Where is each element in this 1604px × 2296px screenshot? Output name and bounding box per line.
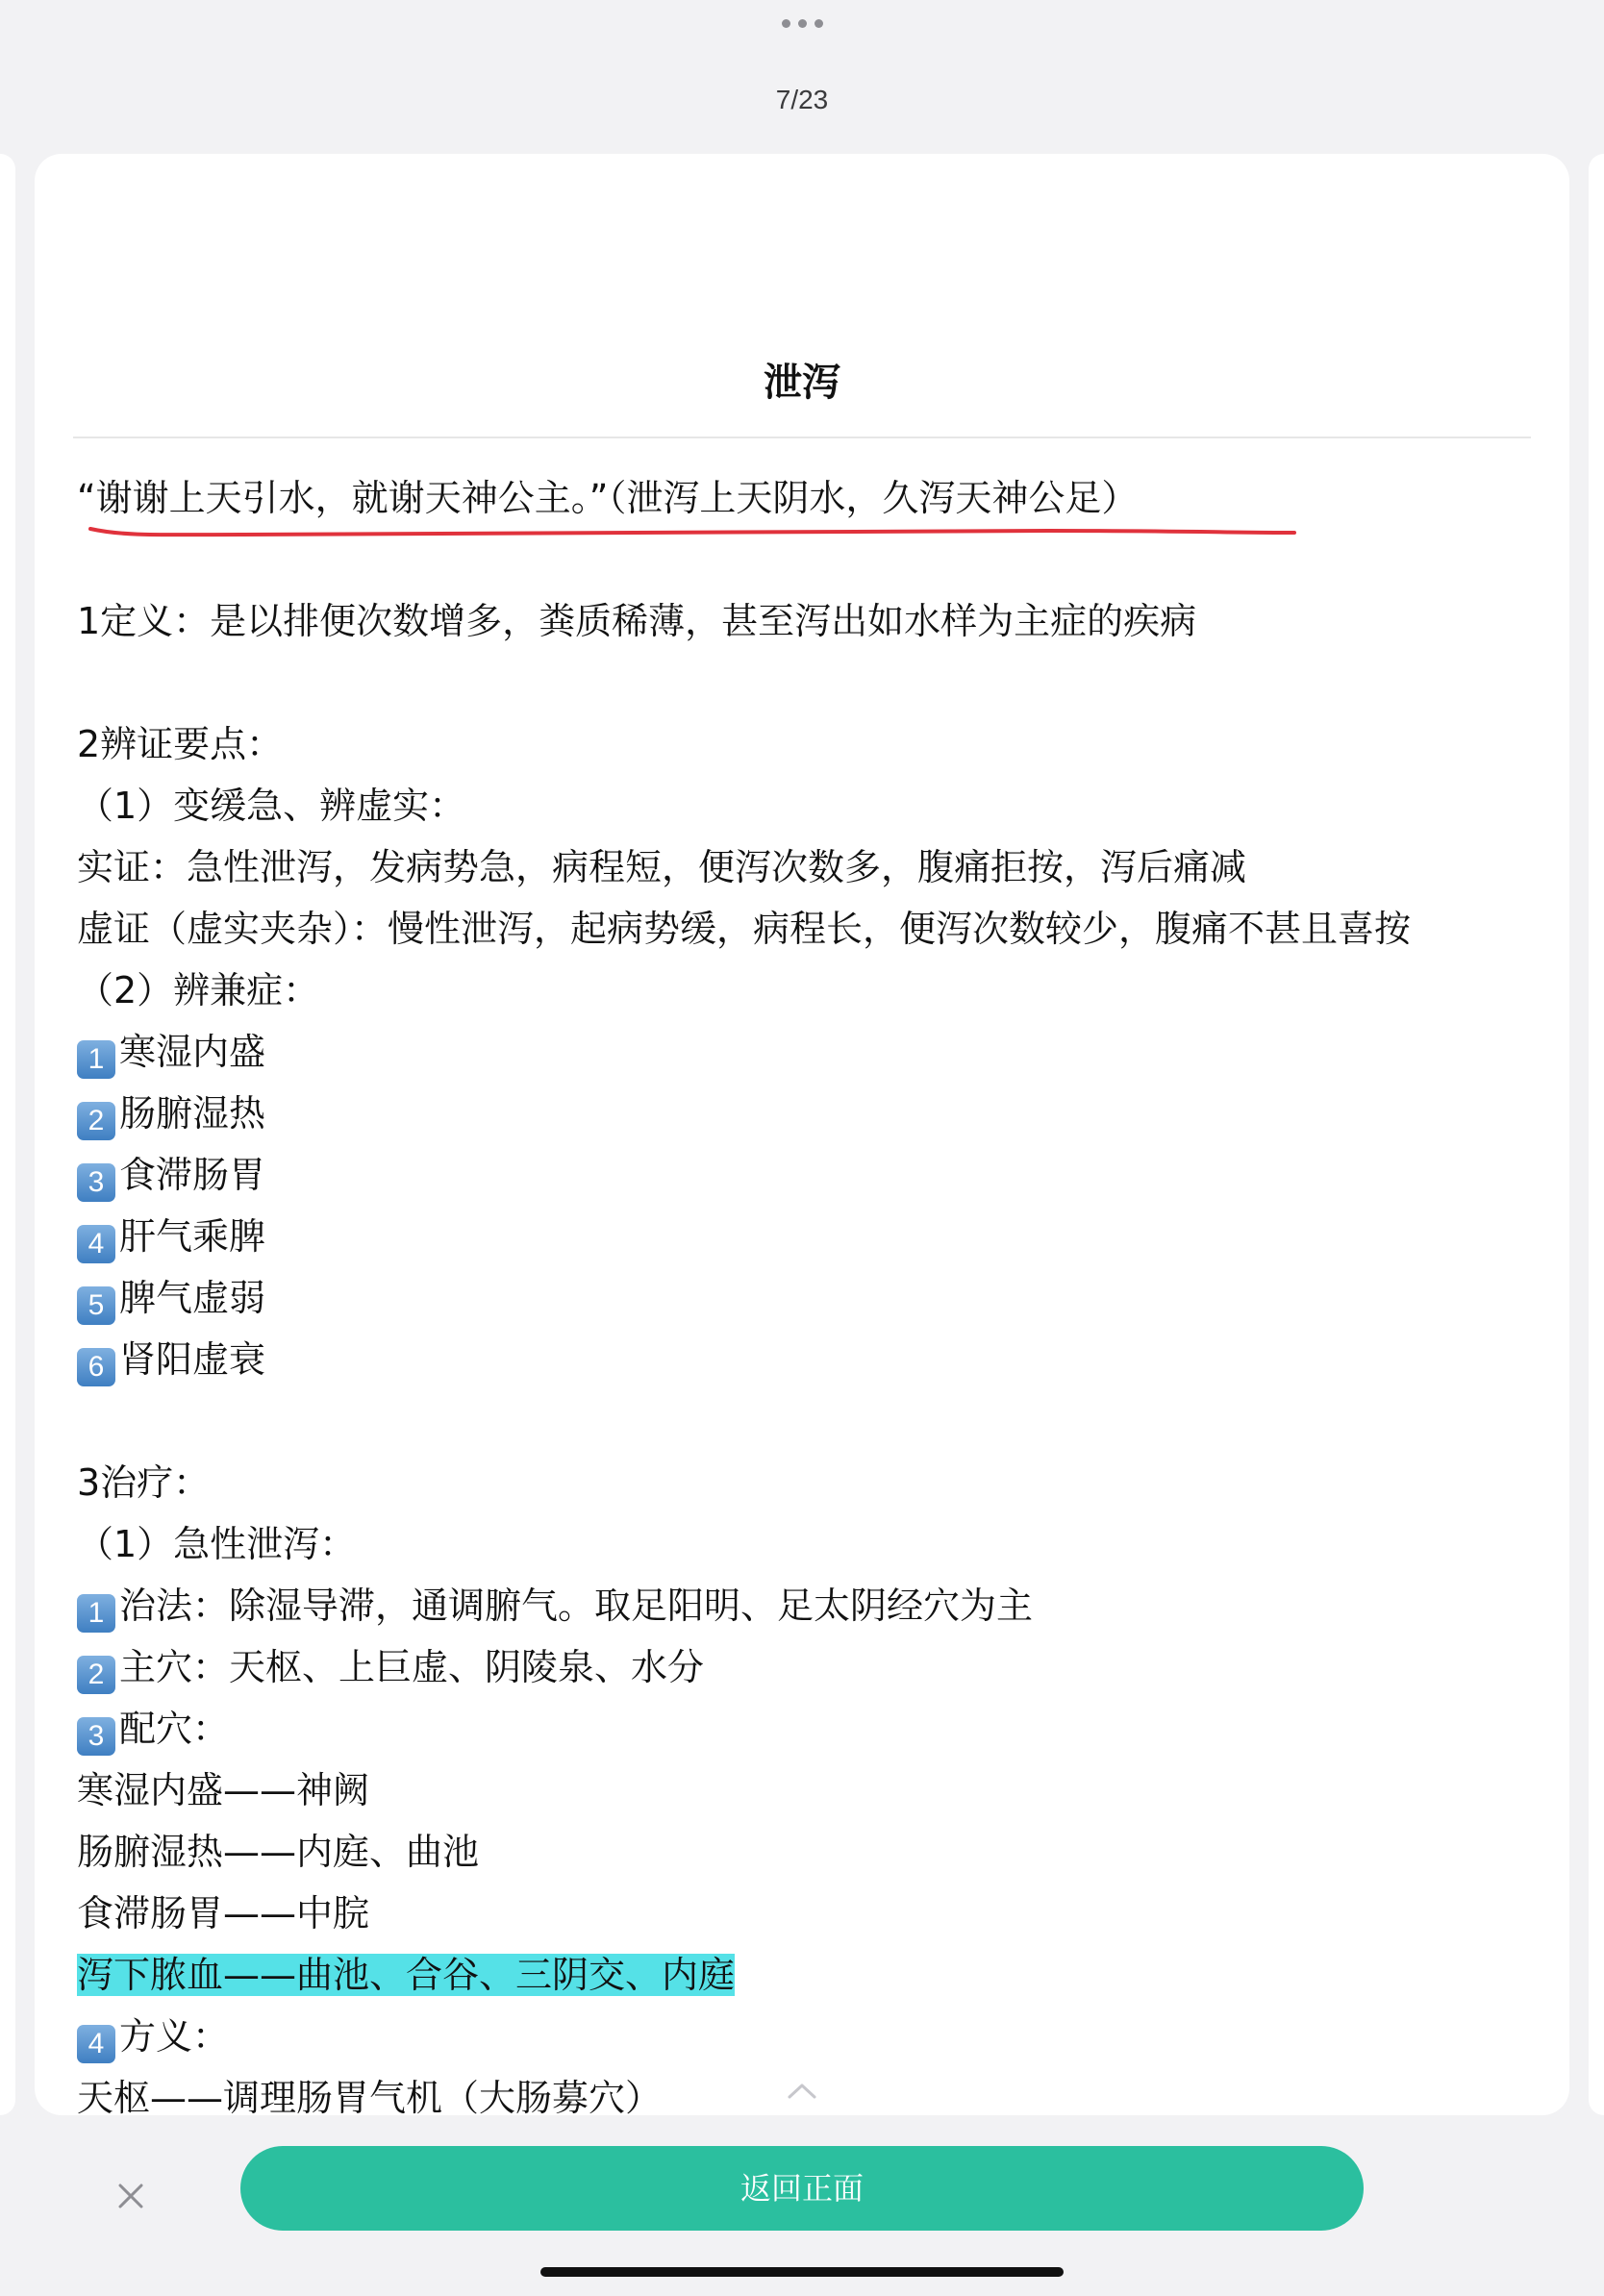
number-2-badge-icon: 2 xyxy=(77,1656,115,1694)
subheading: （2）辨兼症： xyxy=(77,969,320,1011)
list-item xyxy=(77,1083,1558,1144)
spacer xyxy=(77,1390,1558,1452)
number-4-badge-icon: 4 xyxy=(77,2025,115,2063)
list-item xyxy=(77,1636,1558,1698)
number-3-badge-icon: 3 xyxy=(77,1717,115,1756)
number-2-badge-icon: 2 xyxy=(77,1102,115,1140)
list-item xyxy=(77,1575,1558,1636)
dot xyxy=(815,19,823,28)
number-5-badge-icon: 5 xyxy=(77,1286,115,1325)
previous-card-edge[interactable] xyxy=(0,154,15,2115)
title-divider xyxy=(73,437,1531,438)
list-item xyxy=(77,1144,1558,1206)
home-indicator[interactable] xyxy=(540,2267,1064,2277)
more-options-icon[interactable] xyxy=(781,13,823,33)
number-4-badge-icon: 4 xyxy=(77,1225,115,1263)
dot xyxy=(782,19,790,28)
mnemonic-block xyxy=(77,467,1558,529)
number-6-badge-icon: 6 xyxy=(77,1348,115,1386)
text-line: 实证：急性泄泻，发病势急，病程短，便泻次数多，腹痛拒按，泻后痛减 xyxy=(77,846,1247,888)
next-card-edge[interactable] xyxy=(1589,154,1604,2115)
close-icon xyxy=(116,2182,145,2210)
dot xyxy=(798,19,807,28)
highlight-mark: 泻下脓血——曲池、合谷、三阴交、内庭 xyxy=(77,1954,736,1996)
section-heading: 2辨证要点： xyxy=(77,723,284,765)
spacer xyxy=(77,652,1558,713)
number-1-badge-icon: 1 xyxy=(77,1040,115,1079)
pairing-line: 寒湿内盛——神阙 xyxy=(77,1769,370,1811)
number-3-badge-icon: 3 xyxy=(77,1163,115,1202)
subheading: （1）急性泄泻： xyxy=(77,1523,357,1565)
list-item-text: 肾阳虚衰 xyxy=(119,1338,266,1381)
back-to-front-button[interactable]: 返回正面 xyxy=(240,2146,1364,2231)
red-underline-mark xyxy=(87,523,1298,546)
pairing-line: 食滞肠胃——中脘 xyxy=(77,1892,370,1934)
list-item-text: 食滞肠胃 xyxy=(119,1154,266,1196)
section-heading: 3治疗： xyxy=(77,1461,211,1504)
list-item xyxy=(77,1329,1558,1390)
text-line: 天枢——调理肠胃气机（大肠募穴） xyxy=(77,2077,663,2115)
close-button[interactable] xyxy=(108,2173,154,2219)
text-line: 虚证（虚实夹杂）：慢性泄泻，起病势缓，病程长，便泻次数较少，腹痛不甚且喜按 xyxy=(77,908,1412,950)
list-item xyxy=(77,2006,1558,2067)
definition-line: 1定义：是以排便次数增多，粪质稀薄，甚至泻出如水样为主症的疾病 xyxy=(77,600,1197,642)
list-item xyxy=(77,1206,1558,1267)
list-item-text: 寒湿内盛 xyxy=(119,1031,266,1073)
flashcard-back xyxy=(35,154,1569,2115)
chevron-up-icon[interactable] xyxy=(787,2081,817,2100)
list-item-text: 肝气乘脾 xyxy=(119,1215,266,1258)
list-item xyxy=(77,1021,1558,1083)
page-counter: 7/23 xyxy=(775,85,829,114)
list-item xyxy=(77,1267,1558,1329)
highlighted-pairing-line xyxy=(77,1944,1558,2006)
card-content xyxy=(77,467,1558,2115)
mnemonic-text: “谢谢上天引水，就谢天神公主。”（泄泻上天阴水，久泻天神公足） xyxy=(77,477,1139,519)
list-item-text: 配穴： xyxy=(119,1708,230,1750)
list-item-text: 脾气虚弱 xyxy=(119,1277,266,1319)
pairing-line: 肠腑湿热——内庭、曲池 xyxy=(77,1831,480,1873)
subheading: （1）变缓急、辨虚实： xyxy=(77,785,466,827)
list-item xyxy=(77,1698,1558,1759)
list-item-text: 肠腑湿热 xyxy=(119,1092,266,1135)
list-item-text: 治法：除湿导滞，通调腑气。取足阳明、足太阴经穴为主 xyxy=(119,1585,1034,1627)
list-item-text: 主穴：天枢、上巨虚、阴陵泉、水分 xyxy=(119,1646,705,1688)
list-item-text: 方义： xyxy=(119,2015,230,2058)
card-title: 泄泻 xyxy=(764,361,840,405)
number-1-badge-icon: 1 xyxy=(77,1594,115,1633)
